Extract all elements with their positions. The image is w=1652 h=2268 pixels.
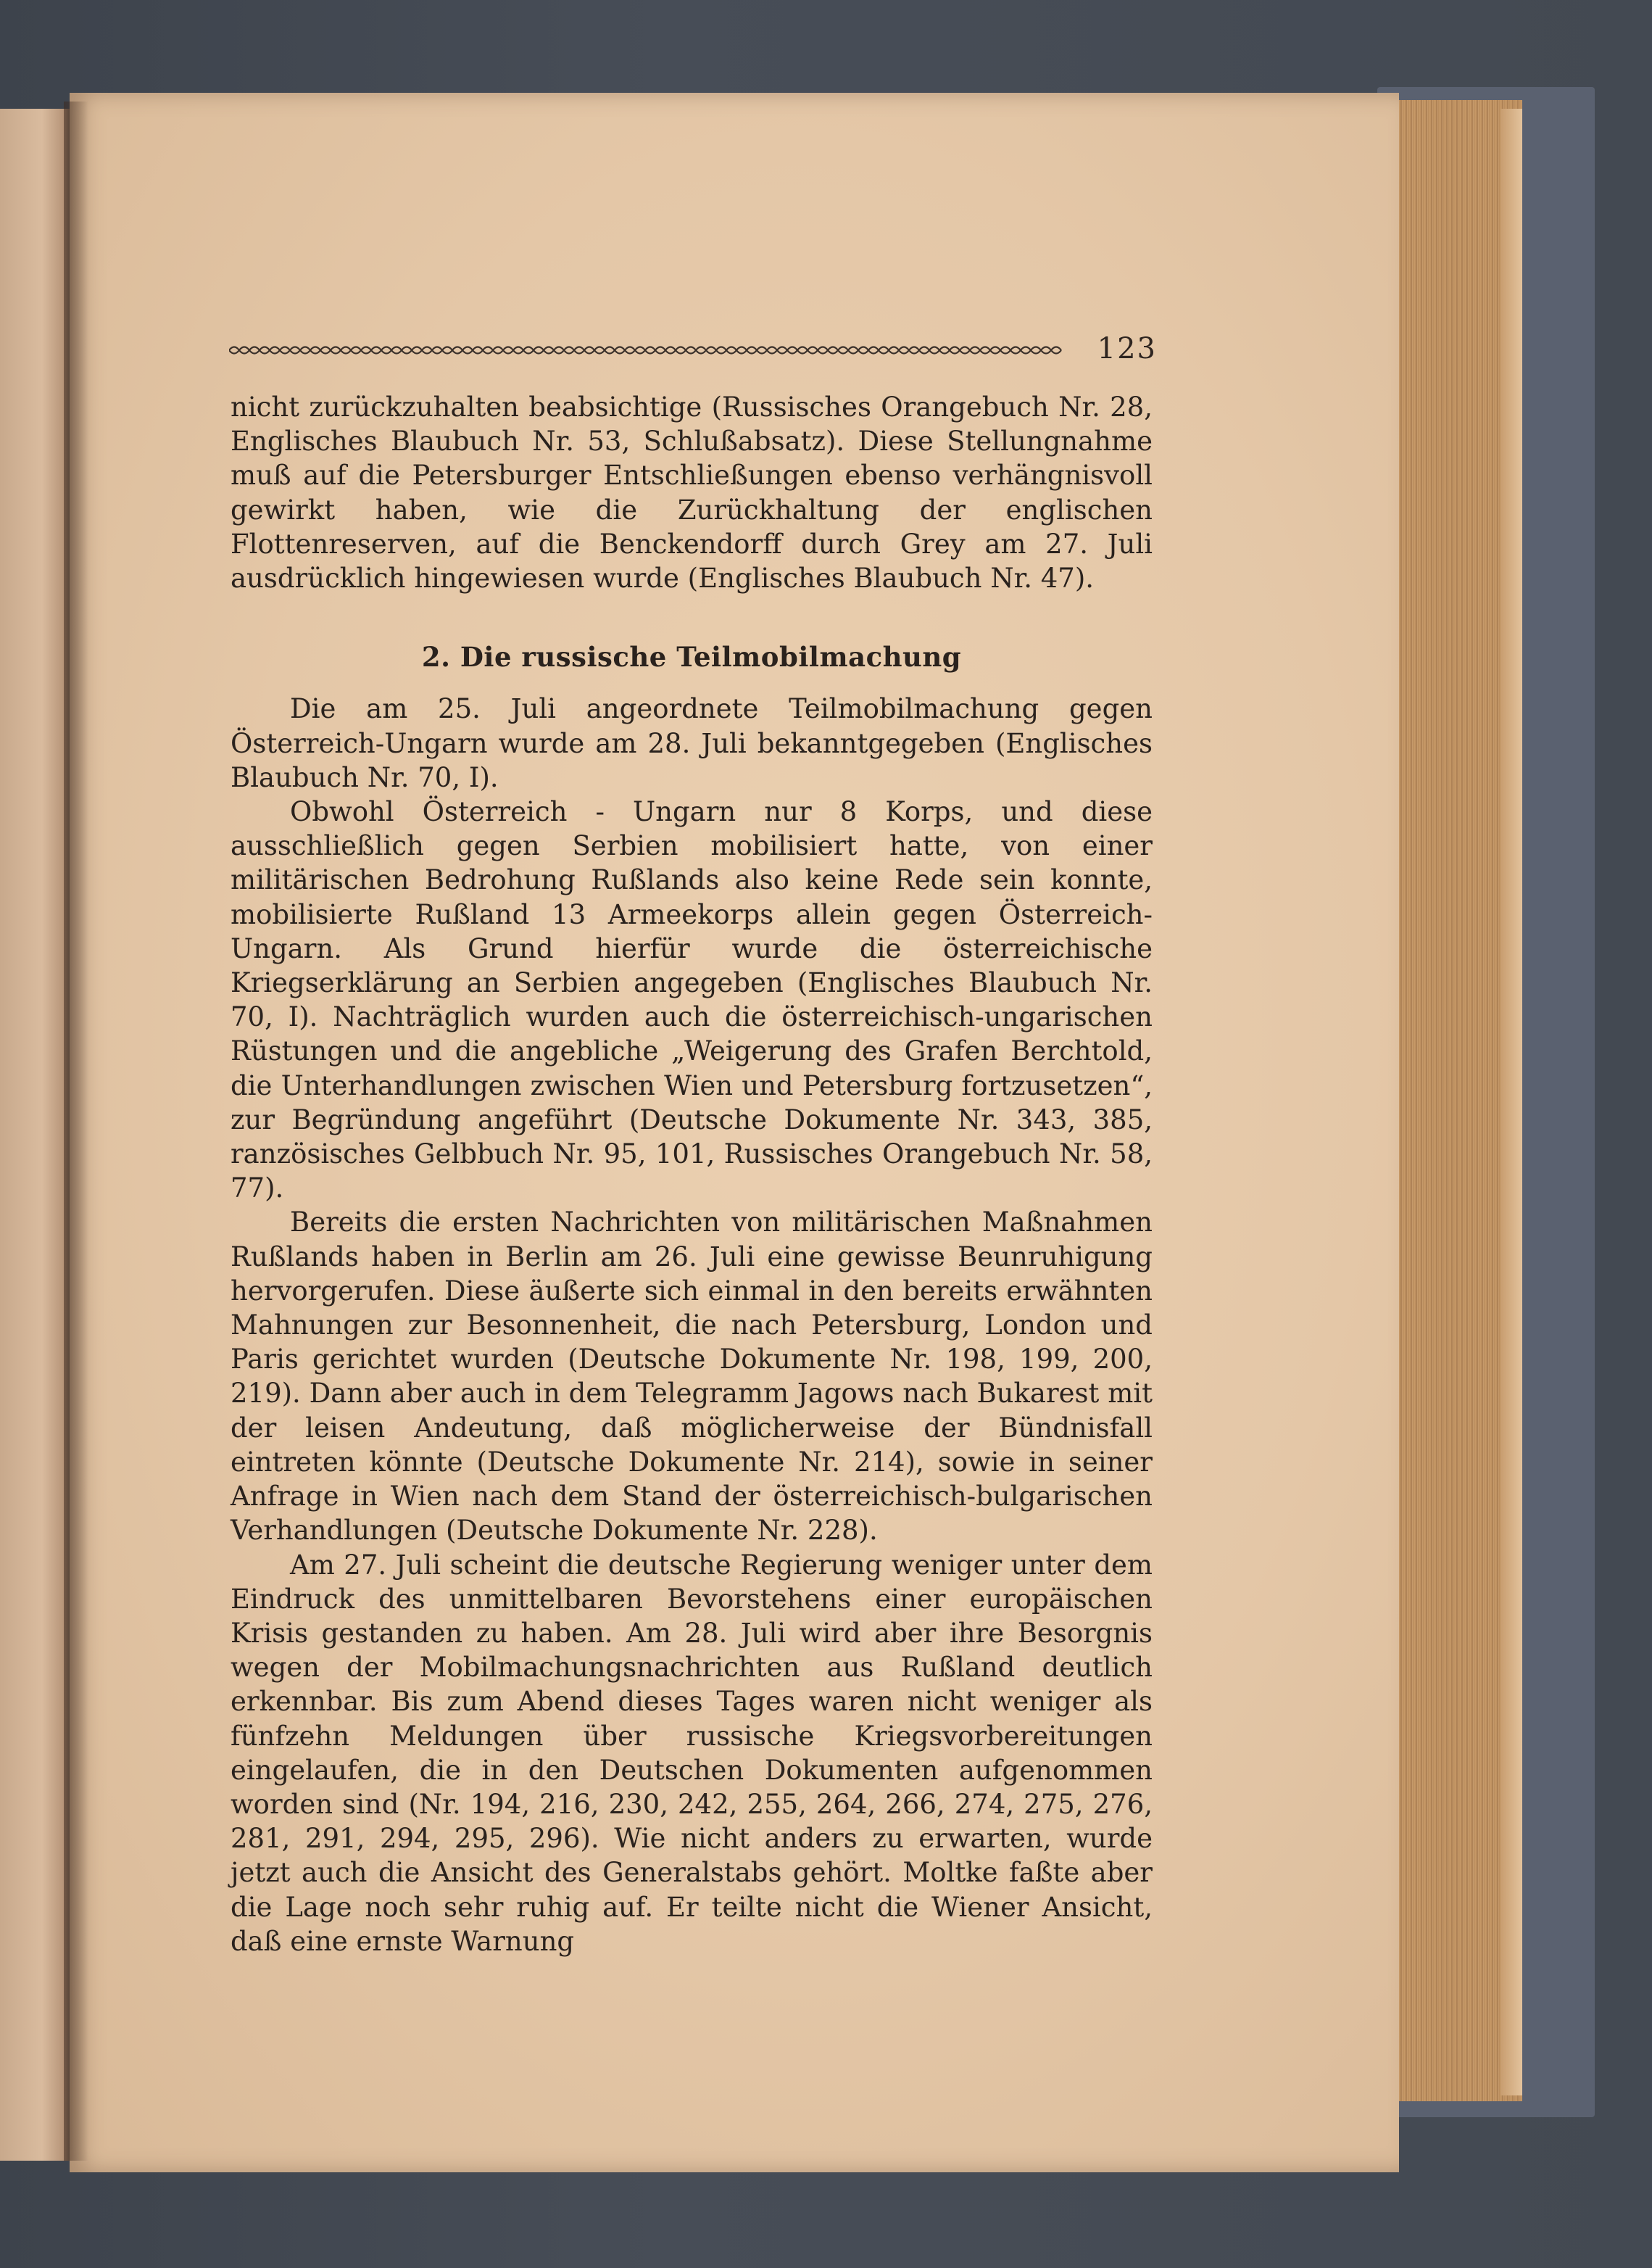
paragraph: Bereits die ersten Nachrichten von militärischen Maßnahmen Rußlands haben in Berlin am 26. Juli eine gewisse Beunruhigung hervorgerufen. Diese äußerte sich einmal in den bereits erwähnten Mahnungen zur Besonnenheit, die nach Petersburg, London und Paris gerichtet wurden (Deutsche Dokumente Nr. 198, 199, 200, 219). Dann aber auch in dem Telegramm Jagows nach Bukarest mit der leisen Andeutung, daß möglicherweise der Bündnisfall eintreten könnte (Deutsche Dokumente Nr. 214), sowie in seiner Anfrage in Wien nach dem Stand der österreichisch-bulgarischen Verhandlungen (Deutsche Dokumente Nr. 228). <box>231 1207 1153 1547</box>
paragraph: Die am 25. Juli angeordnete Teilmobilmachung gegen Österreich-Ungarn wurde am 28. Juli bekanntgegeben (Englisches Blaubuch Nr. 70, I). <box>231 693 1153 793</box>
paragraph: Obwohl Österreich - Ungarn nur 8 Korps, und diese ausschließlich gegen Serbien mobilisiert hatte, von einer militärischen Bedrohung Rußlands also keine Rede sein konnte, mobilisierte Rußland 13 Armeekorps allein gegen Österreich-Ungarn. Als Grund hierfür wurde die österreichische Kriegserklärung an Serbien angegeben (Englisches Blaubuch Nr. 70, I). Nachträglich wurden auch die österreichisch-ungarischen Rüstungen und die angebliche „Weigerung des Grafen Berchtold, die Unterhandlungen zwischen Wien und Petersburg fortzusetzen“, zur Begründung angeführt (Deutsche Dokumente Nr. 343, 385, ranzösisches Gelbbuch Nr. 95, 101, Russisches Orangebuch Nr. 58, 77). <box>231 796 1153 1204</box>
left-page-edge <box>0 109 70 2161</box>
text-block <box>231 390 1153 1958</box>
paragraph-continued: nicht zurückzuhalten beabsichtige (Russisches Orangebuch Nr. 28, Englisches Blaubuch Nr. 53, Schlußabsatz). Diese Stellungnahme muß auf die Petersburger Entschließungen ebenso verhängnisvoll gewirkt haben, wie die Zurückhaltung der englischen Flottenreserven, auf die Benckendorff durch Grey am 27. Juli ausdrücklich hingewiesen wurde (Englisches Blaubuch Nr. 47). <box>231 392 1153 595</box>
gutter-shadow <box>64 102 88 2161</box>
ornamental-rule-icon <box>229 342 1070 358</box>
page-stack-foreedge <box>1501 109 1522 2095</box>
running-header <box>229 332 1157 368</box>
paragraph: Am 27. Juli scheint die deutsche Regierung weniger unter dem Eindruck des unmittelbaren Bevorstehens einer europäischen Krisis gestanden zu haben. Am 28. Juli wird aber ihre Besorgnis wegen der Mobilmachungsnachrichten aus Rußland deutlich erkennbar. Bis zum Abend dieses Tages waren nicht weniger als fünfzehn Meldungen über russische Kriegsvorbereitungen eingelaufen, die in den Deutschen Dokumenten aufgenommen worden sind (Nr. 194, 216, 230, 242, 255, 264, 266, 274, 275, 276, 281, 291, 294, 295, 296). Wie nicht anders zu erwarten, wurde jetzt auch die Ansicht des Generalstabs gehört. Moltke faßte aber die Lage noch sehr ruhig auf. Er teilte nicht die Wiener Ansicht, daß eine ernste Warnung <box>231 1549 1153 1957</box>
section-heading: 2. Die russische Teilmobilmachung <box>421 641 962 674</box>
page-number: 123 <box>1097 332 1157 365</box>
